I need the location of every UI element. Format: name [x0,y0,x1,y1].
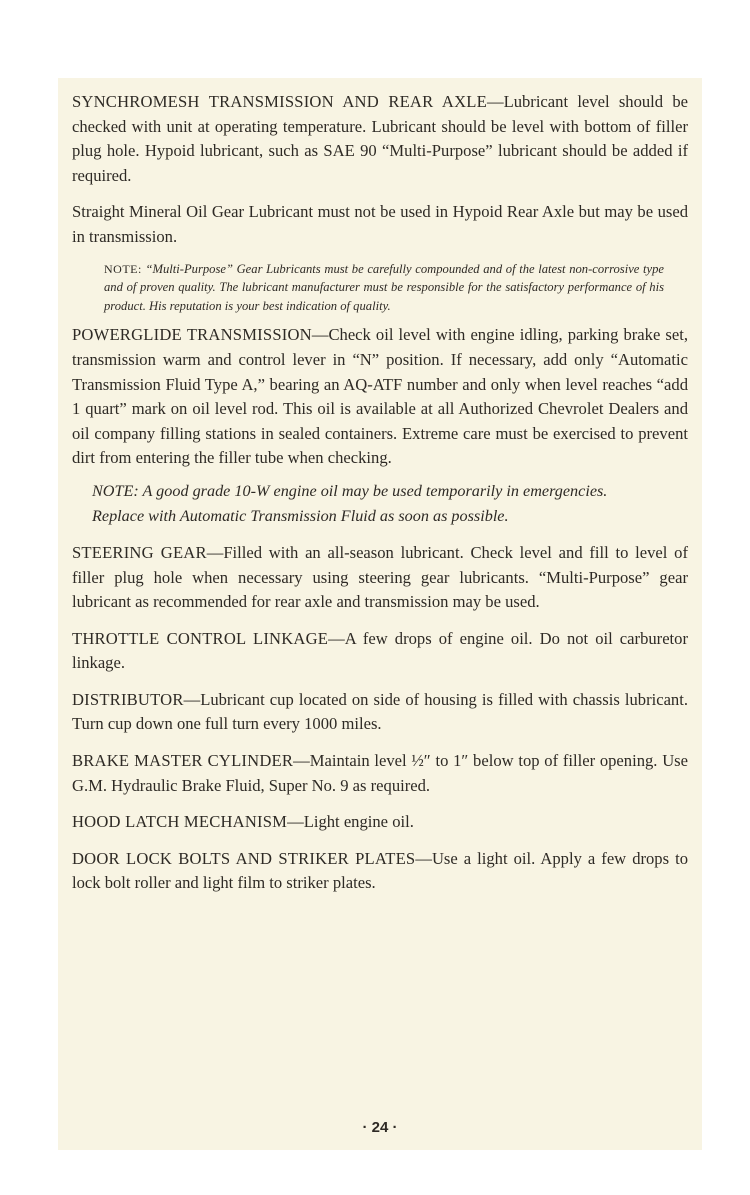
section-body: Straight Mineral Oil Gear Lubricant must not be used in Hypoid Rear Axle but may be used in transmission. [72,202,688,246]
section-door-lock-bolts [72,847,688,896]
note-text: NOTE: A good grade 10-W engine oil may be used temporarily in emergencies. Replace with Automatic Transmission Fluid as soon as possible. [92,481,608,525]
section-heading: POWERGLIDE TRANSMISSION [72,325,312,345]
section-hood-latch [72,810,688,835]
section-heading: BRAKE MASTER CYLINDER [72,751,294,771]
section-heading: SYNCHROMESH TRANSMISSION AND REAR AXLE [72,92,487,111]
section-body: —A few drops of engine oil. Do not oil carburetor linkage. [72,628,688,673]
section-distributor [72,688,688,737]
section-heading: HOOD LATCH MECHANISM [72,812,288,832]
section-brake-master-cylinder [72,749,688,798]
note-label: NOTE: [104,261,142,276]
section-heading: DOOR LOCK BOLTS AND STRIKER PLATES [72,848,416,868]
section-heading: DISTRIBUTOR [72,689,184,709]
page-number: · 24 · [362,1119,398,1136]
section-body: —Lubricant cup located on side of housing is filled with chassis lubricant. Turn cup down one full turn every 1000 miles. [72,689,688,734]
section-steering-gear [72,541,688,615]
section-body: —Lubricant level should be checked with unit at operating temperature. Lubricant should be level with bottom of filler plug hole. Hypoid lubricant, such as SAE 90 “Multi-Purpose” lubricant should be added if required. [72,92,688,185]
section-body: —Maintain level ½″ to 1″ below top of filler opening. Use G.M. Hydraulic Brake Fluid, Super No. 9 as required. [72,751,688,795]
note-text: “Multi-Purpose” Gear Lubricants must be carefully compounded and of the latest non-corrosive type and of proven quality. The lubricant manufacturer must be responsible for the satisfactory performance of his product. His reputation is your best indication of quality. [104,261,664,313]
section-heading: THROTTLE CONTROL LINKAGE [72,628,329,648]
section-throttle-linkage [72,627,688,676]
section-body: —Filled with an all-season lubricant. Check level and fill to level of filler plug hole when necessary using steering gear lubricants. “Multi-Purpose” gear lubricant as recommended for rear axle and transmission may be used. [72,542,688,612]
section-body: —Use a light oil. Apply a few drops to lock bolt roller and light film to striker plates. [72,848,688,893]
note-engine-oil [72,479,688,529]
section-body: —Light engine oil. [287,812,414,832]
section-synchromesh [72,90,688,188]
section-powerglide [72,323,688,471]
section-mineral-oil [72,200,688,249]
section-body: —Check oil level with engine idling, parking brake set, transmission warm and control lever in “N” position. If necessary, add only “Automatic Transmission Fluid Type A,” bearing an AQ-ATF number and only when level reaches “add 1 quart” mark on oil level rod. This oil is available at all Authorized Chevrolet Dealers and oil company filling stations in sealed containers. Extreme care must be exercised to prevent dirt from entering the filler tube when checking. [72,325,688,468]
section-heading: STEERING GEAR [72,542,207,562]
manual-page [58,78,702,1150]
note-gear-lubricants [72,260,688,316]
